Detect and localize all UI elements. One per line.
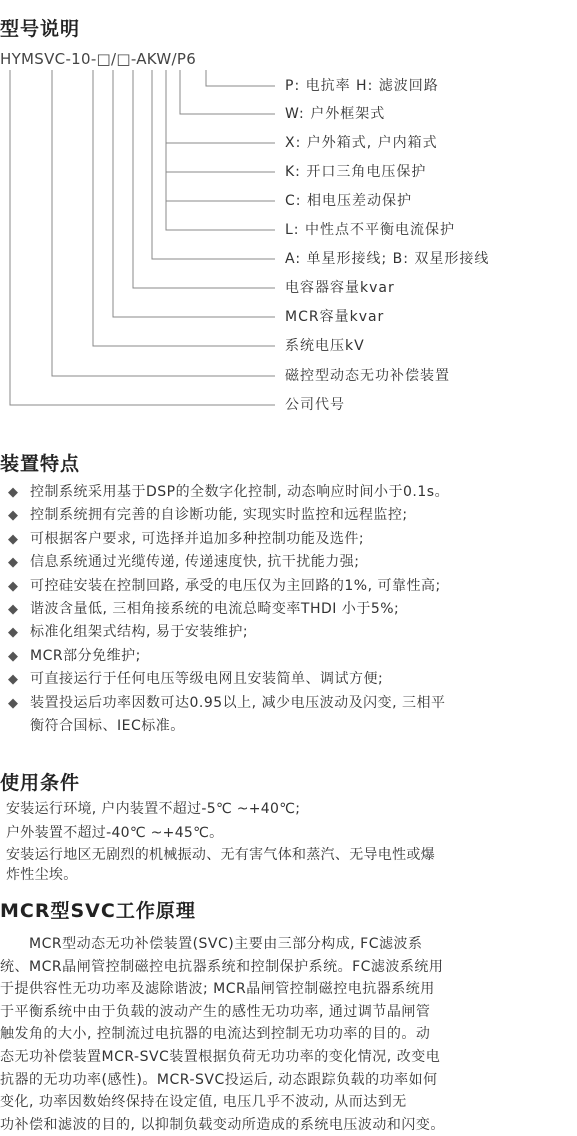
principle-text-line: 变化, 功率因数始终保持在设定值, 电压几乎不波动, 从而达到无 [0, 1094, 407, 1111]
condition-line: 炸性尘埃。 [6, 867, 78, 883]
legend-reactance-rate: P: 电抗率 H: 滤波回路 [285, 78, 439, 94]
principle-text-line: 触发角的大小, 控制流过电抗器的电流达到控制无功功率的目的。动 [0, 1026, 431, 1043]
diamond-bullet-icon: ◆ [8, 695, 19, 711]
bracket-connector-line [206, 70, 275, 86]
legend-neutral-unbalance-protection: L: 中性点不平衡电流保护 [285, 222, 455, 238]
feature-item [8, 504, 568, 527]
diamond-bullet-icon: ◆ [8, 578, 19, 594]
condition-line: 安装运行环境, 户内装置不超过-5℃ ~+40℃; [6, 801, 301, 817]
legend-differential-protection: C: 相电压差动保护 [285, 193, 412, 209]
condition-line: 安装运行地区无剧烈的机械振动、无有害气体和蒸汽、无导电性或爆 [6, 847, 435, 863]
bracket-connector-line [180, 70, 275, 114]
conditions-section-title: 使用条件 [0, 772, 81, 794]
diamond-bullet-icon: ◆ [8, 485, 19, 500]
features-section-title: 装置特点 [0, 453, 81, 475]
feature-item [8, 528, 568, 551]
feature-text: MCR部分免维护; [30, 647, 141, 664]
feature-item [8, 575, 568, 598]
principle-text-line: 功补偿和滤波的目的, 以抑制负载变动所造成的系统电压波动和闪变。 [0, 1116, 445, 1133]
legend-device-type: 磁控型动态无功补偿装置 [285, 368, 450, 384]
condition-line: 户外装置不超过-40℃ ~+45℃。 [6, 825, 224, 841]
principle-text-line: 态无功补偿装置MCR-SVC装置根据负荷无功功率的变化情况, 改变电 [0, 1048, 441, 1065]
bracket-connector-line [152, 70, 275, 259]
feature-text: 信息系统通过光缆传递, 传递速度快, 抗干扰能力强; [30, 554, 360, 571]
diamond-bullet-icon: ◆ [8, 555, 19, 571]
legend-connection-type: A: 单星形接线; B: 双星形接线 [285, 251, 490, 267]
legend-open-delta-protection: K: 开口三角电压保护 [285, 164, 427, 180]
diamond-bullet-icon: ◆ [8, 672, 19, 688]
model-section-title: 型号说明 [0, 18, 81, 40]
feature-item [8, 621, 568, 644]
principle-text-line: 于提供容性无功功率及滤除谐波; MCR晶闸管控制磁控电抗器系统用 [0, 981, 435, 998]
legend-capacitor-capacity: 电容器容量kvar [285, 280, 395, 296]
feature-item [8, 598, 568, 621]
diamond-bullet-icon: ◆ [8, 531, 19, 547]
model-code: HYMSVC-10-□/□-AKW/P6 [0, 50, 197, 68]
diamond-bullet-icon: ◆ [8, 648, 19, 664]
bracket-connector-line [166, 70, 275, 230]
feature-text: 谐波含量低, 三相角接系统的电流总畸变率THDI 小于5%; [30, 601, 400, 617]
bracket-connector-line [133, 70, 275, 288]
bracket-connector-line [10, 70, 275, 405]
principle-text-line: MCR型动态无功补偿装置(SVC)主要由三部分构成, FC滤波系 [0, 936, 423, 952]
diamond-bullet-icon: ◆ [8, 602, 19, 617]
bracket-connector-line [166, 70, 275, 172]
diamond-bullet-icon: ◆ [8, 508, 19, 524]
feature-text-continuation: 衡符合国标、IEC标准。 [30, 717, 185, 734]
feature-text: 可直接运行于任何电压等级电网且安装简单、调试方便; [30, 671, 384, 688]
feature-item [8, 668, 568, 691]
bracket-connector-line [113, 70, 275, 317]
feature-item [8, 692, 568, 738]
legend-box-type: X: 户外箱式, 户内箱式 [285, 135, 438, 151]
legend-mcr-capacity: MCR容量kvar [285, 309, 385, 325]
principle-section-title: MCR型SVC工作原理 [0, 900, 196, 922]
diamond-bullet-icon: ◆ [8, 625, 19, 641]
principle-text-line: 统、MCR晶闸管控制磁控电抗器系统和控制保护系统。FC滤波系统用 [0, 958, 444, 975]
feature-text: 装置投运后功率因数可达0.95以上, 减少电压波动及闪变, 三相平 [30, 694, 446, 711]
bracket-connector-line [166, 70, 275, 201]
feature-item [8, 645, 568, 668]
feature-item [8, 481, 568, 504]
feature-text: 控制系统拥有完善的自诊断功能, 实现实时监控和远程监控; [30, 507, 408, 524]
legend-outdoor-frame: W: 户外框架式 [285, 106, 386, 122]
principle-text-line: 抗器的无功功率(感性)。MCR-SVC投运后, 动态跟踪负载的功率如何 [0, 1071, 438, 1088]
feature-text: 可控硅安装在控制回路, 承受的电压仅为主回路的1%, 可靠性高; [30, 577, 441, 594]
legend-company-code: 公司代号 [285, 397, 345, 413]
bracket-connector-line [166, 70, 275, 143]
bracket-connector-line [93, 70, 275, 346]
principle-text-line: 于平衡系统中由于负载的波动产生的感性无功功率, 通过调节晶闸管 [0, 1003, 431, 1020]
principle-paragraph [0, 933, 577, 1136]
feature-text: 控制系统采用基于DSP的全数字化控制, 动态响应时间小于0.1s。 [30, 484, 450, 500]
legend-system-voltage: 系统电压kV [285, 338, 365, 354]
feature-text: 标准化组架式结构, 易于安装维护; [30, 624, 249, 641]
bracket-connector-line [52, 70, 275, 376]
feature-text: 可根据客户要求, 可选择并追加多种控制功能及选件; [30, 530, 365, 547]
feature-item [8, 551, 568, 574]
